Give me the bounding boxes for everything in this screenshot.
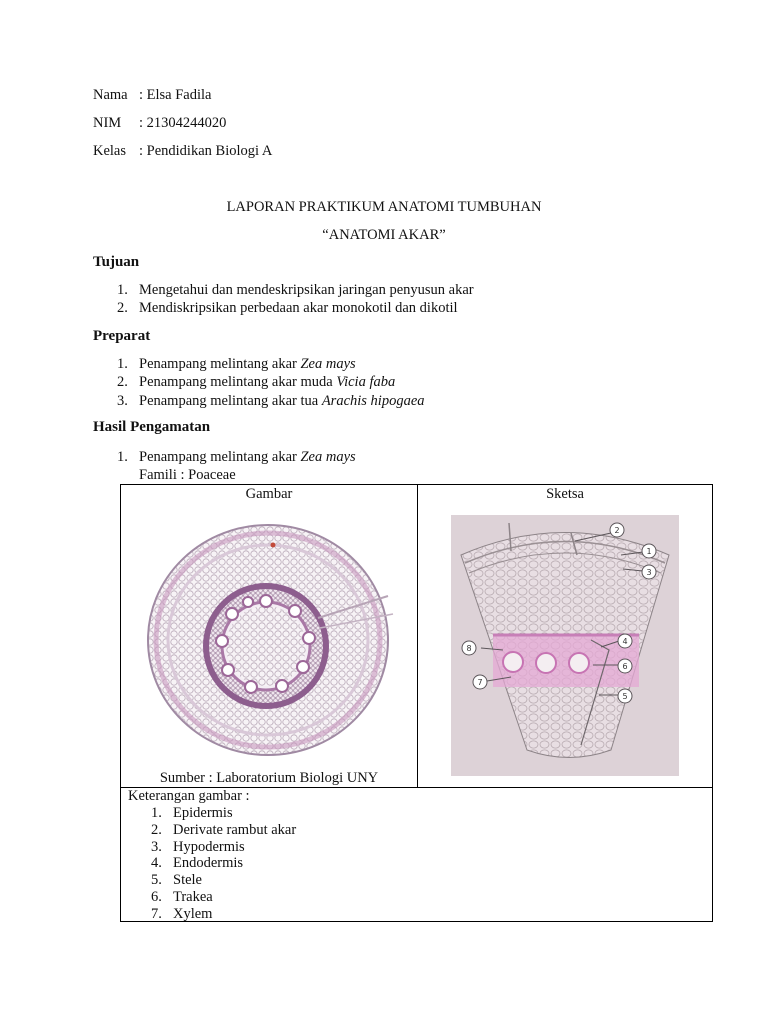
- sketch-image: [451, 515, 679, 776]
- famili-line: Famili : Poaceae: [139, 467, 236, 484]
- callout-label: 1: [646, 547, 652, 556]
- list-item: 1. Mengetahui dan mendeskripsikan jaringan penyusun akar: [117, 282, 474, 298]
- nim-row: [93, 115, 226, 132]
- tujuan-list: [117, 281, 474, 318]
- list-item: 6. Trakea: [151, 888, 213, 905]
- report-title: LAPORAN PRAKTIKUM ANATOMI TUMBUHAN: [226, 199, 542, 215]
- callout-label: 8: [466, 644, 472, 653]
- kelas-row: [93, 143, 272, 160]
- list-item: 1. Penampang melintang akar Zea mays: [117, 449, 356, 465]
- callout-label: 7: [477, 678, 483, 687]
- sketsa-header: Sketsa: [546, 486, 584, 502]
- tujuan-heading: Tujuan: [93, 254, 140, 270]
- nim-value: : 21304244020: [139, 115, 227, 131]
- micrograph-image: [138, 518, 400, 761]
- image-source: Sumber : Laboratorium Biologi UNY: [159, 770, 379, 786]
- hasil-heading: Hasil Pengamatan: [93, 419, 211, 435]
- nim-label: NIM: [93, 115, 122, 131]
- list-item: 7. Xylem: [151, 905, 213, 922]
- list-item: 2. Mendiskripsikan perbedaan akar monokotil dan dikotil: [117, 300, 458, 317]
- list-item: 5. Stele: [151, 872, 202, 889]
- list-item: 2. Penampang melintang akar muda Vicia faba: [117, 374, 396, 391]
- gambar-header: Gambar: [245, 486, 293, 502]
- preparat-heading: Preparat: [93, 328, 151, 344]
- name-label: Nama: [93, 87, 128, 103]
- callout-label: 3: [646, 568, 652, 577]
- name-value: : Elsa Fadila: [139, 87, 212, 103]
- preparat-list: [117, 355, 425, 410]
- callout-label: 4: [622, 637, 628, 646]
- list-item: 2. Derivate rambut akar: [151, 821, 297, 838]
- name-row: [93, 87, 212, 104]
- kelas-label: Kelas: [93, 143, 127, 159]
- list-item: 3. Hypodermis: [151, 838, 245, 855]
- callout-label: 6: [622, 662, 628, 671]
- report-subtitle: “ANATOMI AKAR”: [322, 227, 446, 243]
- keterangan-label: Keterangan gambar :: [128, 788, 250, 804]
- kelas-value: : Pendidikan Biologi A: [139, 143, 273, 159]
- observation-table: [120, 484, 713, 922]
- callout-label: 5: [622, 692, 628, 701]
- list-item: 1. Epidermis: [151, 805, 233, 821]
- callout-label: 2: [614, 526, 620, 535]
- keterangan-list: [151, 805, 297, 923]
- list-item: 1. Penampang melintang akar Zea mays: [117, 356, 356, 372]
- list-item: 4. Endodermis: [151, 855, 244, 872]
- list-item: 3. Penampang melintang akar tua Arachis hipogaea: [117, 392, 425, 409]
- table-divider-vertical: [417, 485, 418, 787]
- hasil-list: [117, 448, 356, 485]
